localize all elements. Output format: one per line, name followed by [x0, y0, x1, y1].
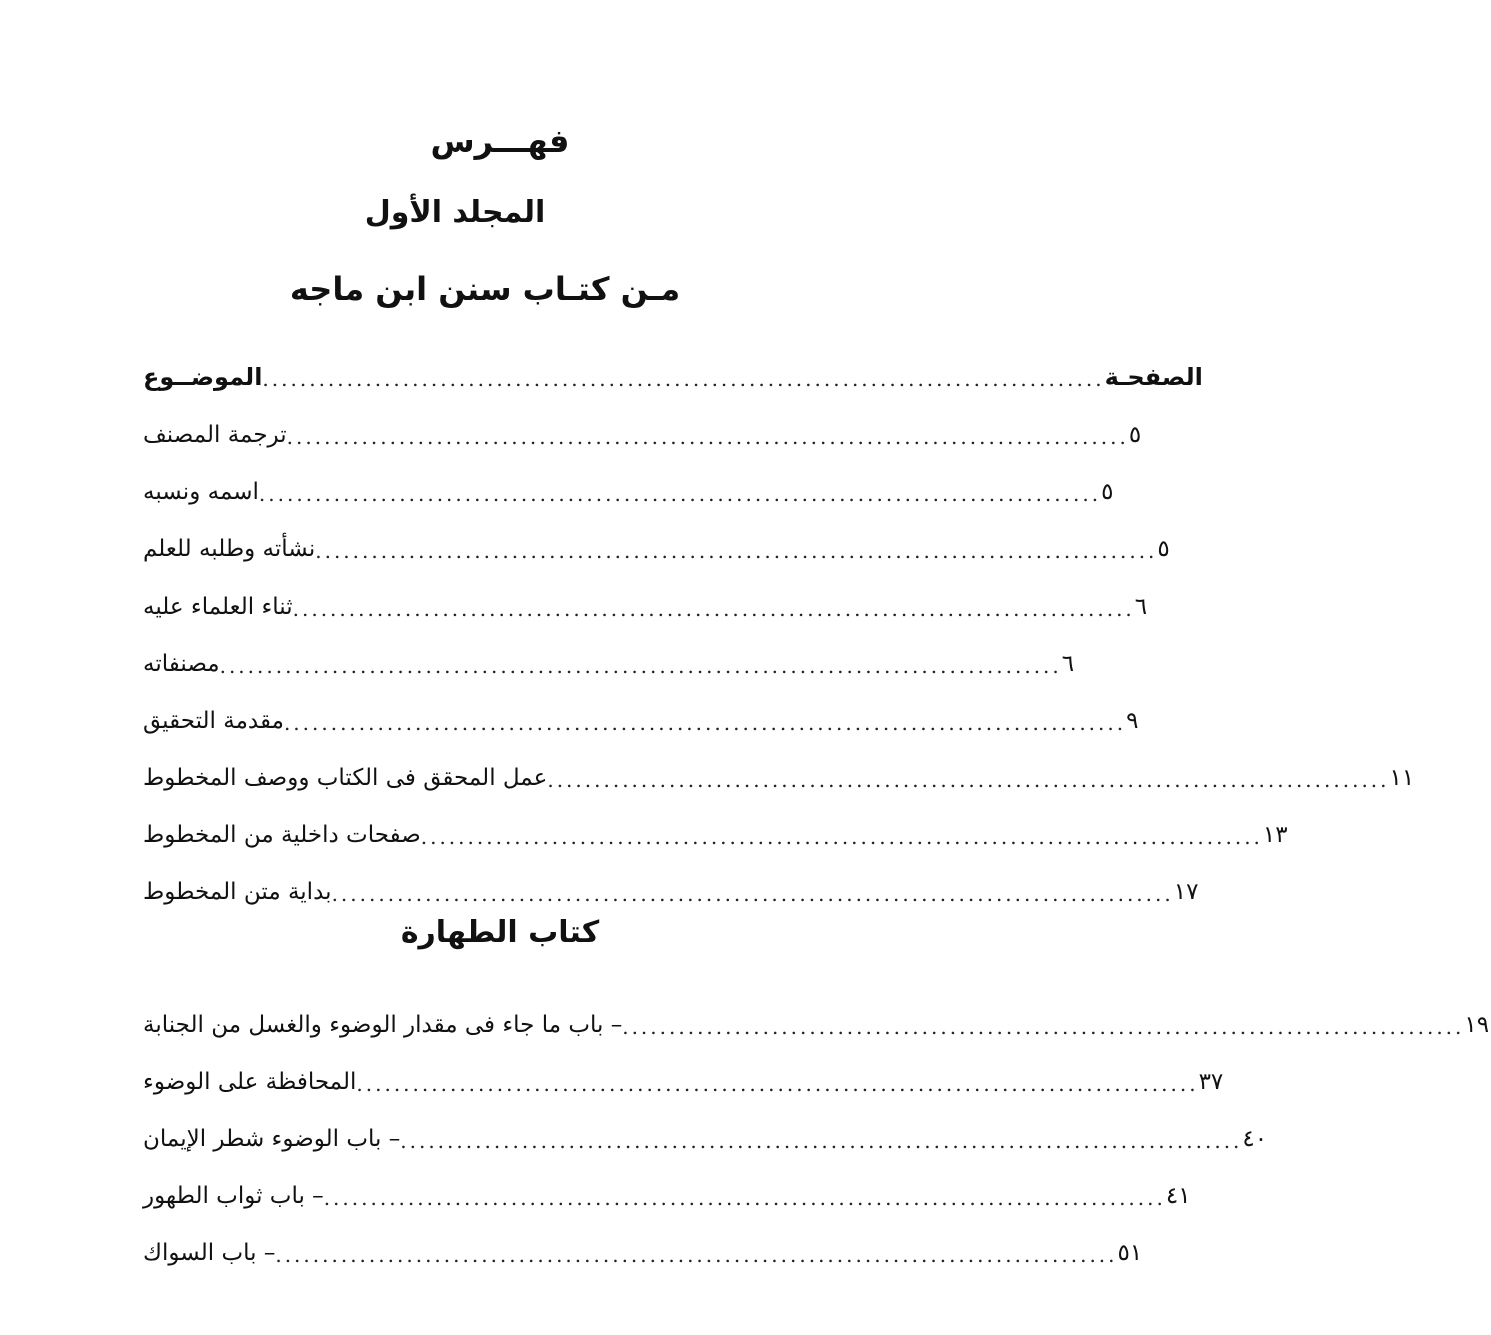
leader-dots: ..........................................................................................	[219, 654, 1062, 678]
toc-entry-page: ٥	[1128, 422, 1142, 448]
leader-dots: ..........................................................................................	[622, 1015, 1465, 1039]
toc-entry-title: عمل المحقق فى الكتاب ووصف المخطوط	[143, 765, 548, 791]
toc-entry-page: ١١	[1389, 765, 1415, 791]
toc-entry	[135, 1057, 1224, 1097]
toc-entry	[135, 696, 1139, 736]
toc-entry	[135, 810, 1288, 850]
toc-entry	[135, 524, 1170, 564]
toc-entry	[135, 867, 1199, 907]
index-title: فهـــرس	[430, 122, 570, 160]
toc-entry-title: ثناء العلماء عليه	[143, 594, 293, 620]
toc-entry	[135, 410, 1142, 450]
page-column-header: الصفحـة	[1104, 363, 1203, 391]
toc-entry-title: صفحات داخلية من المخطوط	[143, 822, 421, 848]
toc-entry	[135, 467, 1114, 507]
leader-dots: ..........................................................................................	[331, 882, 1174, 906]
toc-entry-page: ١٣	[1262, 822, 1288, 848]
toc-entry-title: – باب ثواب الطهور	[143, 1183, 324, 1209]
leader-dots: ..........................................................................................	[547, 768, 1390, 792]
leader-dots: ..........................................................................................	[283, 711, 1127, 735]
book-title: مـن كتـاب سنن ابن ماجه	[289, 270, 681, 308]
toc-entry-title: – باب ما جاء فى مقدار الوضوء والغسل من الجنابة	[143, 1012, 623, 1038]
toc-entry-page: ٩	[1126, 708, 1139, 734]
toc-entry-title: نشأته وطلبه للعلم	[143, 536, 316, 562]
toc-entry-page: ٥١	[1117, 1240, 1143, 1266]
toc-entry	[135, 1114, 1268, 1154]
toc-entry-page: ٥	[1157, 536, 1170, 562]
leader-dots: ..........................................................................................	[323, 1186, 1166, 1210]
toc-entry-page: ١٧	[1173, 879, 1199, 905]
volume-title: المجلد الأول	[364, 195, 546, 230]
toc-entry-title: – باب السواك	[143, 1240, 276, 1266]
toc-entry	[135, 753, 1415, 793]
toc-entry-page: ٣٧	[1198, 1069, 1224, 1095]
leader-dots: ..........................................................................................	[315, 539, 1158, 563]
toc-entry-title: بداية متن المخطوط	[143, 879, 332, 905]
toc-entry-title: اسمه ونسبه	[143, 479, 259, 505]
leader-dots: ..........................................................................................	[420, 825, 1263, 849]
leader-dots: ..........................................................................................	[262, 367, 1105, 391]
topic-column-header: الموضــوع	[143, 363, 263, 391]
toc-entry-page: ١٩	[1464, 1012, 1490, 1038]
toc-entry-page: ٦	[1061, 651, 1075, 677]
leader-dots: ..........................................................................................	[400, 1129, 1243, 1153]
toc-entry-page: ٦	[1134, 594, 1148, 620]
toc-entry-title: – باب الوضوء شطر الإيمان	[143, 1126, 401, 1152]
toc-entry-title: ترجمة المصنف	[143, 422, 287, 448]
leader-dots: ..........................................................................................	[356, 1072, 1199, 1096]
toc-entry	[135, 639, 1075, 679]
toc-entry-page: ٤١	[1165, 1183, 1191, 1209]
section-title: كتاب الطهارة	[400, 915, 600, 950]
toc-entry	[135, 1228, 1143, 1268]
toc-entry	[135, 582, 1148, 622]
leader-dots: ..........................................................................................	[292, 597, 1135, 621]
toc-entry-page: ٤٠	[1242, 1126, 1268, 1152]
toc-entry-title: مقدمة التحقيق	[143, 708, 284, 734]
toc-entry	[135, 1171, 1191, 1211]
toc-entry-page: ٥	[1101, 479, 1114, 505]
toc-entry-title: المحافظة على الوضوء	[143, 1069, 357, 1095]
leader-dots: ..........................................................................................	[275, 1243, 1118, 1267]
leader-dots: ..........................................................................................	[258, 482, 1102, 506]
leader-dots: ..........................................................................................	[286, 425, 1129, 449]
toc-entry	[135, 1000, 1490, 1040]
toc-header-row	[135, 352, 1203, 392]
toc-entry-title: مصنفاته	[143, 651, 220, 677]
